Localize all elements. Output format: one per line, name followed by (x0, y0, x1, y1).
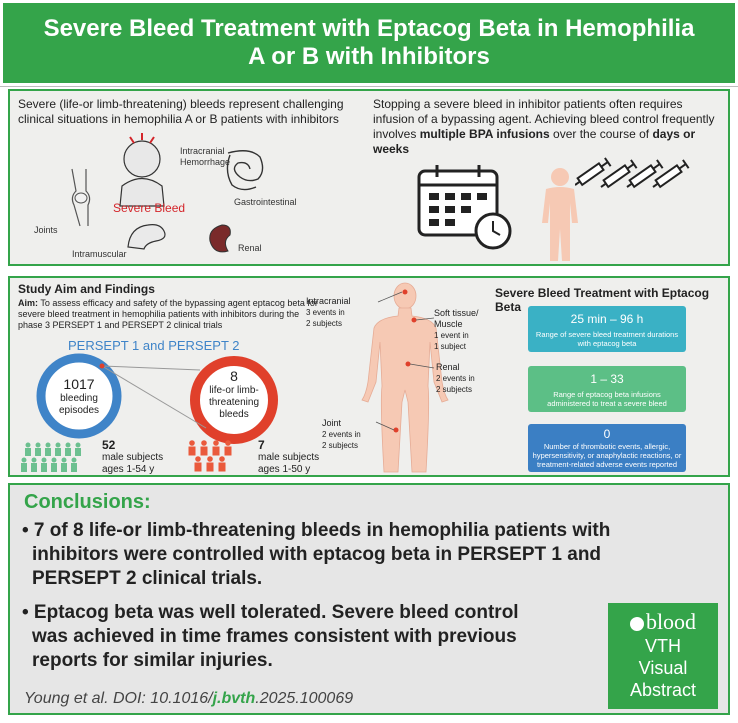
blood-brand: blood (608, 609, 718, 635)
conclusion-bullet-2: • Eptacog beta was well tolerated. Severe bleed control was achieved in time frames consistent with previous reports for similar injuries. (22, 602, 519, 671)
persept-title: PERSEPT 1 and PERSEPT 2 (68, 338, 240, 353)
severe-bleeds-text: 8 life-or limb- threatening bleeds (208, 368, 260, 420)
group2-description: male subjects ages 1-50 y (258, 452, 320, 475)
group2-count: 7 (258, 438, 265, 452)
severe-bleed-intro: Severe (life-or limb-threatening) bleeds represent challenging clinical situations in hemophilia A or B patients with inhibitors (18, 97, 344, 126)
intracranial-label: Intracranial (180, 146, 225, 156)
intracranial-site-label: Intracranial 3 events in 2 subjects (306, 296, 351, 328)
renal-label: Renal (238, 243, 262, 253)
group1-count: 52 (102, 438, 116, 452)
conclusion-bullet-1: • 7 of 8 life-or limb-threatening bleeds in hemophilia patients with inhibitors were controlled with eptacog beta in PERSEPT 1 and PERSEPT 2 clinical trials. (22, 520, 611, 589)
severe-bleed-label: Severe Bleed (113, 201, 186, 215)
duration-range-box: 25 min – 96 h Range of severe bleed treatment durations with eptacog beta (528, 306, 686, 352)
bypassing-agent-intro: Stopping a severe bleed in inhibitor patients often requires infusion of a bypassing agent. Achieving bleed control frequently involves multiple BPA infusions over the course of days or weeks (373, 97, 715, 156)
gastrointestinal-label: Gastrointestinal (234, 197, 297, 207)
knee-joint-icon (72, 169, 90, 226)
arm-muscle-icon (128, 225, 165, 249)
kidney-icon (210, 225, 231, 252)
infusion-range-box: 1 – 33 Range of eptacog beta infusions administered to treat a severe bleed (528, 366, 686, 412)
intramuscular-label: Intramuscular (72, 249, 127, 259)
bleeding-episodes-text: 1017 bleeding episodes (58, 376, 100, 416)
header-banner (0, 0, 738, 86)
page-title: Severe Bleed Treatment with Eptacog Beta in Hemophilia A or B with Inhibitors (43, 15, 695, 70)
soft-tissue-site-label: Soft tissue/ Muscle 1 event in 1 subject (434, 308, 479, 351)
adverse-events-box: 0 Number of thrombotic events, allergic, hypersensitivity, or anaphylactic reactions, or treatment-related adverse events reported (528, 424, 686, 472)
study-aim-title: Study Aim and Findings (18, 282, 155, 296)
headache-icon (120, 133, 164, 206)
study-aim-text: Aim: To assess efficacy and safety of the bypassing agent eptacog beta for severe bleed treatment in hemophilia patients with inhibitors during the phase 3 PERSEPT 1 and PERSEPT 2 clinical trials (18, 298, 318, 330)
treatment-summary-title: Severe Bleed Treatment with Eptacog Beta (495, 286, 710, 314)
group1-description: male subjects ages 1-54 y (102, 452, 164, 475)
renal-site-label: Renal 2 events in 2 subjects (436, 362, 475, 394)
hemorrhage-label: Hemorrhage (180, 157, 231, 167)
intestine-icon (227, 151, 262, 190)
joints-label: Joints (34, 225, 58, 235)
doi-citation: Young et al. DOI: 10.1016/j.bvth.2025.100069 (24, 690, 354, 707)
blood-vth-logo: blood VTH Visual Abstract (608, 603, 718, 709)
blood-drop-icon (630, 617, 644, 631)
conclusions-panel (8, 483, 730, 715)
study-findings-panel (8, 276, 730, 477)
people-group-green-icon (20, 440, 86, 474)
people-group-red-icon (186, 438, 238, 474)
syringes-icon (575, 149, 695, 199)
background-panel (8, 89, 730, 266)
joint-site-label: Joint 2 events in 2 subjects (322, 418, 361, 450)
calendar-icon (415, 161, 515, 251)
conclusions-title: Conclusions: (24, 491, 151, 513)
